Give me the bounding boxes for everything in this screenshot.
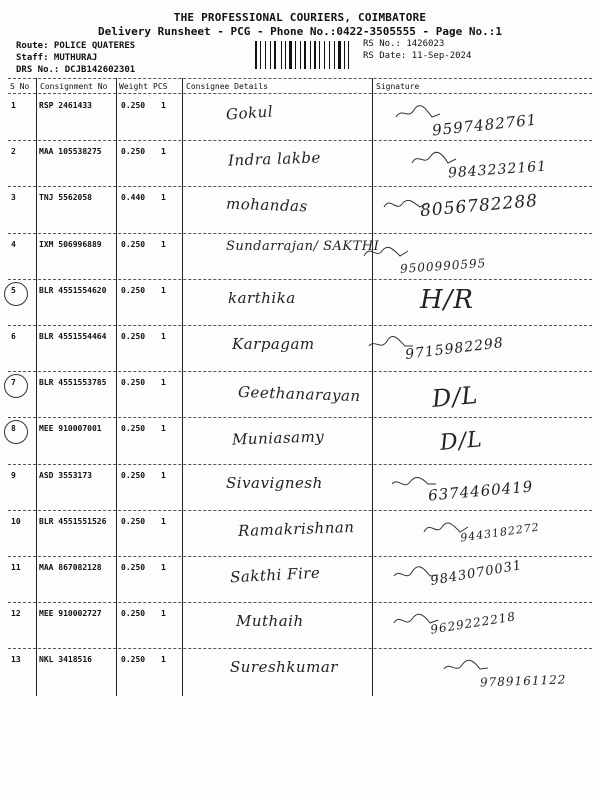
barcode-bar: [302, 41, 303, 69]
row-signature-text: 9597482761: [431, 110, 539, 140]
barcode-bar: [350, 41, 352, 69]
row-consignee-name: Indra lakbe: [227, 148, 322, 170]
row-separator: [8, 602, 592, 603]
row-pcs: 1: [161, 516, 166, 526]
column-divider: [372, 78, 373, 696]
barcode-bar: [289, 41, 292, 69]
col-details-header: Consignee Details: [186, 82, 268, 91]
signature-scribble: [442, 656, 492, 676]
barcode-bar: [317, 41, 318, 69]
barcode-bar: [338, 41, 341, 69]
row-consignment-no: BLR 4551554464: [39, 332, 107, 341]
barcode-bar: [281, 41, 282, 69]
barcode-bar: [270, 41, 271, 69]
row-separator: [8, 140, 592, 141]
row-weight: 0.250: [121, 563, 146, 572]
row-sno: 13: [11, 655, 21, 665]
row-consignment-no: BLR 4551551526: [39, 516, 107, 526]
signature-scribble: [394, 102, 444, 122]
row-consignee-name: Sureshkumar: [230, 658, 338, 677]
barcode-bar: [255, 41, 257, 69]
row-consignee-name: karthika: [228, 288, 296, 307]
row-consignment-no: BLR 4551554620: [39, 285, 107, 295]
col-sno-header: S No: [10, 82, 30, 91]
barcode-bar: [267, 41, 269, 69]
row-pcs: 1: [161, 609, 166, 619]
row-signature-text: 9843070031: [429, 558, 524, 589]
row-pcs: 1: [161, 332, 166, 341]
row-consignment-no: TNJ 5562058: [39, 193, 92, 203]
row-consignee-name: Karpagam: [232, 335, 315, 353]
row-consignee-name: Sundarrajan/ SAKTHI: [226, 238, 380, 254]
row-separator: [8, 186, 592, 187]
row-consignment-no: MEE 910002727: [39, 609, 102, 619]
row-consignee-name: Sakthi Fire: [229, 563, 321, 587]
barcode-bar: [348, 41, 349, 69]
rs-date: RS Date: 11-Sep-2024: [363, 51, 472, 61]
row-weight: 0.250: [121, 332, 146, 341]
row-circled-mark: [4, 282, 28, 306]
row-sno: 6: [11, 332, 16, 341]
column-divider: [36, 78, 37, 696]
row-consignment-no: MAA 867082128: [39, 563, 102, 572]
row-pcs: 1: [161, 101, 166, 110]
barcode-bar: [287, 41, 288, 69]
column-divider: [116, 78, 117, 696]
row-weight: 0.250: [121, 147, 146, 157]
signature-scribble: [392, 564, 442, 584]
row-pcs: 1: [161, 563, 166, 572]
barcode-bar: [319, 41, 320, 69]
row-circled-mark: [4, 374, 28, 398]
row-consignment-no: RSP 2461433: [39, 101, 92, 110]
row-separator: [8, 556, 592, 557]
barcode-bar: [321, 41, 324, 69]
signature-scribble: [362, 241, 412, 261]
row-separator: [8, 325, 592, 326]
row-sno: 7: [11, 378, 16, 388]
barcode-bar: [312, 41, 313, 69]
row-consignee-name: mohandas: [225, 194, 309, 216]
row-consignee-name: Geethanarayan: [237, 383, 361, 406]
col-signature-header: Signature: [376, 82, 420, 91]
barcode-bar: [272, 41, 273, 69]
barcode-bar: [283, 41, 284, 69]
col-consignment-header: Consignment No: [40, 82, 108, 91]
row-weight: 0.250: [121, 516, 146, 526]
row-separator: [8, 648, 592, 649]
row-pcs: 1: [161, 285, 166, 295]
barcode-bar: [346, 41, 347, 69]
row-sno: 8: [11, 424, 16, 434]
barcode-bar: [285, 41, 287, 69]
signature-scribble: [390, 472, 440, 492]
barcode-bar: [344, 41, 346, 69]
company-title: THE PROFESSIONAL COURIERS, COIMBATORE: [173, 11, 427, 24]
barcode-bar: [329, 41, 330, 69]
row-weight: 0.250: [121, 285, 146, 295]
row-separator: [8, 417, 592, 418]
row-signature-text: 9629222218: [429, 609, 517, 637]
row-consignee-name: Gokul: [225, 102, 274, 124]
row-signature-text: 9715982298: [404, 335, 505, 363]
barcode-bar: [307, 41, 309, 69]
barcode-bar: [324, 41, 325, 69]
row-sno: 4: [11, 239, 16, 249]
signature-scribble: [367, 333, 417, 353]
staff-label: Staff: MUTHURAJ: [16, 53, 98, 63]
barcode-bar: [274, 41, 276, 69]
signature-scribble: [392, 610, 442, 630]
column-divider: [182, 78, 183, 696]
row-consignment-no: ASD 3553173: [39, 470, 92, 480]
rs-number: RS No.: 1426023: [363, 39, 445, 49]
row-sno: 12: [11, 609, 21, 619]
runsheet-subtitle: Delivery Runsheet - PCG - Phone No.:0422-3505555 - Page No.:1: [98, 25, 502, 38]
row-pcs: 1: [161, 147, 166, 157]
row-sno: 1: [11, 101, 16, 110]
row-sno: 3: [11, 193, 16, 203]
barcode-bar: [277, 41, 280, 69]
barcode-bar: [342, 41, 343, 69]
header-bottom-rule: [8, 93, 592, 94]
barcode-bar: [314, 41, 316, 69]
row-pcs: 1: [161, 193, 166, 203]
row-sno: 11: [11, 563, 21, 572]
drs-label: DRS No.: DCJB142602301: [16, 65, 136, 75]
row-separator: [8, 510, 592, 511]
row-weight: 0.250: [121, 101, 146, 110]
row-weight: 0.250: [121, 470, 146, 480]
row-sno: 9: [11, 470, 16, 480]
row-sno: 5: [11, 285, 16, 295]
row-sno: 2: [11, 147, 16, 157]
row-consignment-no: NKL 3418516: [39, 655, 92, 665]
row-separator: [8, 279, 592, 280]
row-consignment-no: BLR 4551553785: [39, 378, 107, 388]
barcode-bar: [331, 41, 333, 69]
col-pcs-header: PCS: [153, 82, 168, 91]
col-weight-header: Weight: [119, 82, 148, 91]
barcode-bar: [336, 41, 337, 69]
row-consignee-name: Sivavignesh: [226, 473, 323, 492]
row-separator: [8, 371, 592, 372]
row-signature-text: 9843232161: [447, 158, 548, 182]
barcode-bar: [297, 41, 299, 69]
row-pcs: 1: [161, 470, 166, 480]
row-signature-text: 9500990595: [399, 255, 487, 276]
row-consignee-name: Ramakrishnan: [237, 517, 355, 540]
barcode-bar: [293, 41, 294, 69]
row-signature-text: 9789161122: [479, 672, 567, 690]
row-signature-text: 8056782288: [419, 191, 539, 222]
row-weight: 0.250: [121, 655, 146, 665]
row-separator: [8, 464, 592, 465]
barcode-bar: [258, 41, 259, 69]
row-weight: 0.250: [121, 424, 146, 434]
header-top-rule: [8, 78, 592, 79]
row-weight: 0.250: [121, 609, 146, 619]
row-signature-text: D/L: [430, 381, 480, 414]
row-circled-mark: [4, 420, 28, 444]
row-signature-text: D/L: [438, 427, 484, 457]
barcode-bar: [310, 41, 311, 69]
barcode-bar: [295, 41, 296, 69]
signature-scribble: [410, 148, 460, 168]
row-weight: 0.250: [121, 378, 146, 388]
row-separator: [8, 233, 592, 234]
row-weight: 0.250: [121, 239, 146, 249]
row-sno: 10: [11, 516, 21, 526]
row-consignment-no: IXM 506996889: [39, 239, 102, 249]
row-pcs: 1: [161, 655, 166, 665]
row-signature-text: H/R: [420, 284, 475, 315]
row-signature-text: 9443182272: [459, 520, 541, 545]
signature-scribble: [422, 518, 472, 538]
row-pcs: 1: [161, 378, 166, 388]
row-pcs: 1: [161, 424, 166, 434]
barcode-bar: [260, 41, 261, 69]
row-consignee-name: Muthaih: [236, 612, 304, 631]
barcode-bar: [326, 41, 328, 69]
row-consignee-name: Muniasamy: [231, 427, 325, 449]
barcode-bar: [300, 41, 301, 69]
route-label: Route: POLICE QUATERES: [16, 41, 136, 51]
barcode-bar: [334, 41, 335, 69]
barcode: [255, 41, 353, 69]
row-signature-text: 6374460419: [427, 477, 535, 505]
barcode-bar: [304, 41, 307, 69]
row-consignment-no: MEE 910007001: [39, 424, 102, 434]
barcode-bar: [265, 41, 266, 69]
signature-scribble: [382, 194, 432, 214]
row-consignment-no: MAA 105538275: [39, 147, 102, 157]
barcode-bar: [262, 41, 265, 69]
row-pcs: 1: [161, 239, 166, 249]
row-weight: 0.440: [121, 193, 146, 203]
